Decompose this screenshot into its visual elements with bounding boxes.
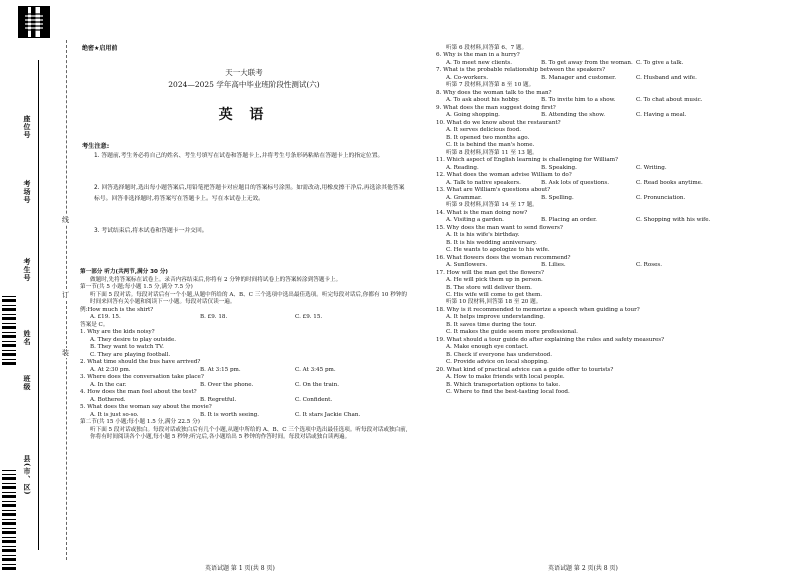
option-text: A. Talk to native speakers.: [446, 179, 521, 186]
option-text: C. Having a meal.: [636, 112, 687, 119]
text-line: 7. What is the probable relationship between the speakers?: [436, 67, 606, 74]
text-line: A. He will pick them up in person.: [446, 277, 543, 284]
answer-options: [436, 112, 736, 119]
text-line: A. It serves delicious food.: [446, 127, 521, 134]
note-item: 1. 答题前,考生务必将自己的姓名、考生号填写在试卷和答题卡上,并将考生号条形码粘贴在答题卡上的指定位置。: [94, 153, 384, 159]
class-label: 班级: [23, 375, 32, 391]
option-text: B. Ask lots of questions.: [541, 179, 610, 186]
answer-options: [436, 217, 736, 224]
option-text: C. Read books anytime.: [636, 179, 703, 186]
text-line: A. It is his wife's birthday.: [446, 232, 520, 239]
text-line: B. They want to watch TV.: [90, 344, 164, 350]
option-text: C. £9. 15.: [295, 314, 323, 320]
text-line: C. They are playing football.: [90, 351, 171, 358]
option-text: A. In the car.: [90, 381, 127, 388]
text-line: 1. Why are the kids noisy?: [80, 329, 155, 335]
text-line: 答案是 C。: [80, 321, 109, 328]
text-line: B. It is his wedding anniversary.: [446, 239, 537, 246]
left-column: [80, 269, 410, 442]
cut-mark-staple: 订: [62, 291, 69, 299]
text-line: 14. What is the man doing now?: [436, 209, 528, 216]
answer-options: [80, 412, 410, 420]
option-text: A. Bothered.: [90, 396, 126, 403]
option-text: A. Grammar.: [446, 194, 482, 201]
option-text: A. £19. 15.: [90, 314, 121, 320]
text-line: 第一节(共 5 小题;每小题 1.5 分,满分 7.5 分): [80, 284, 193, 290]
option-text: B. Over the phone.: [200, 381, 254, 388]
text-line: 听下面 5 段对话。每段对话后有一个小题,从题中所给的 A、B、C 三个选项中选出最佳选项。听完每段对话后,你都有 10 秒钟的时间来回答有关小题和阅读下一小题。每段对话仅读一遍。: [90, 291, 408, 305]
option-text: C. At 3:45 pm.: [295, 366, 336, 373]
exam-title: 2024—2025 学年高中毕业班阶段性测试(六): [168, 80, 320, 89]
text-line: 4. How does the man feel about the test?: [80, 389, 197, 395]
seat-number-label: 座位号: [23, 115, 32, 139]
option-text: A. Going shopping.: [446, 112, 500, 119]
text-line: 听第 7 段材料,回答第 8 至 10 题。: [446, 82, 535, 89]
text-line: 16. What flowers does the woman recommend?: [436, 254, 571, 261]
option-text: C. Shopping with his wife.: [636, 217, 711, 224]
text-line: C. Where to find the best-tasting local food.: [446, 389, 570, 396]
text-line: 8. Why does the woman talk to the man?: [436, 89, 552, 96]
confidential-label: 绝密★启用前: [82, 45, 118, 52]
text-line: 第一部分 听力(共两节,满分 30 分): [80, 269, 168, 275]
option-text: C. To give a talk.: [636, 59, 684, 66]
option-text: A. To meet new clients.: [446, 59, 512, 66]
option-text: B. To invite him to a show.: [541, 97, 616, 104]
answer-options: [436, 262, 736, 269]
page-footer-left: 英语试题 第 1 页(共 8 页): [205, 565, 275, 572]
subject-title: 英 语: [218, 107, 270, 123]
option-text: C. Pronunciation.: [636, 194, 686, 201]
option-text: A. Reading.: [446, 164, 479, 171]
answer-options: [80, 382, 410, 390]
text-line: A. They desire to play outside.: [90, 336, 177, 343]
answer-options: [80, 314, 410, 322]
note-item: 3. 考试结束后,将本试卷和答题卡一并交回。: [94, 228, 208, 234]
cut-line: [66, 40, 67, 560]
text-line: 18. Why is it recommended to memorize a speech when guiding a tour?: [436, 306, 640, 313]
text-line: 17. How will the man get the flowers?: [436, 269, 544, 276]
text-line: 15. Why does the man want to send flowers?: [436, 224, 563, 231]
text-line: A. How to make friends with local people.: [446, 374, 565, 381]
qr-code-icon: [18, 6, 50, 38]
answer-options: [436, 180, 736, 187]
text-line: 听第 10 段材料,回答第 18 至 20 题。: [446, 299, 542, 306]
text-line: C. It makes the guide seem more professional.: [446, 329, 578, 336]
option-text: A. Sunflowers.: [446, 262, 488, 269]
text-line: 6. Why is the man in a hurry?: [436, 52, 520, 59]
text-line: C. It is behind the man's home.: [446, 142, 535, 149]
text-line: C. His wife will come to get them.: [446, 291, 543, 298]
text-line: B. The store will deliver them.: [446, 284, 532, 291]
text-line: 3. Where does the conversation take place?: [80, 374, 204, 380]
text-line: 第二节(共 15 小题;每小题 1.5 分,满分 22.5 分): [80, 419, 200, 425]
option-text: A. Visiting a garden.: [446, 217, 504, 224]
text-line: 11. Which aspect of English learning is challenging for William?: [436, 157, 619, 164]
option-text: C. Roses.: [636, 262, 663, 269]
barcode-icon: [2, 470, 16, 570]
option-text: B. Regretful.: [200, 396, 237, 403]
text-line: B. It saves time during the tour.: [446, 321, 537, 328]
org-title: 天一大联考: [225, 68, 263, 77]
page-footer-right: 英语试题 第 2 页(共 8 页): [548, 565, 618, 572]
text-line: 13. What are William's questions about?: [436, 187, 551, 194]
text-line: 2. What time should the bus have arrived?: [80, 359, 201, 365]
option-text: B. £9. 18.: [200, 314, 228, 320]
option-text: B. At 3:15 pm.: [200, 366, 241, 373]
option-text: B. To get away from the woman.: [541, 59, 633, 66]
answer-options: [80, 367, 410, 375]
text-line: 20. What kind of practical advice can a guide offer to tourists?: [436, 366, 614, 373]
text-line: 9. What does the man suggest doing first?: [436, 104, 556, 111]
cut-mark-line: 线: [62, 216, 69, 224]
text-line: B. Check if everyone has understood.: [446, 351, 553, 358]
text-line: A. It helps improve understanding.: [446, 314, 545, 321]
option-text: C. To chat about music.: [636, 97, 703, 104]
text-line: 听第 8 段材料,回答第 11 至 13 题。: [446, 149, 538, 156]
answer-options: [436, 97, 736, 104]
name-label: 姓名: [23, 330, 32, 346]
option-text: B. Manager and customer.: [541, 74, 616, 81]
text-line: 听下面 5 段对话或独白。每段对话或独白后有几个小题,从题中所给的 A、B、C 三个选项中选出最佳选项。听每段对话或独白前,你将有时间阅读各个小题,每小题 5 秒钟;听完后,各小题给出 5 秒钟的作答时间。每段对话或独白读两遍。: [90, 426, 408, 440]
option-text: C. Husband and wife.: [636, 74, 697, 81]
room-number-label: 考场号: [23, 180, 32, 204]
option-text: B. It is worth seeing.: [200, 411, 260, 418]
option-text: B. Speaking.: [541, 164, 577, 171]
sidebar-line: [38, 60, 39, 550]
text-line: 5. What does the woman say about the movie?: [80, 404, 212, 410]
text-line: 10. What do we know about the restaurant?: [436, 119, 561, 126]
option-text: A. Co-workers.: [446, 74, 488, 81]
text-line: 做题时,先将答案标在试卷上。录音内容结束后,你将有 2 分钟的时间将试卷上的答案转涂到答题卡上。: [90, 276, 342, 283]
text-line: B. It opened two months ago.: [446, 134, 530, 141]
text-line: C. He wants to apologize to his wife.: [446, 247, 550, 254]
text-line: A. Make enough eye contact.: [446, 344, 529, 351]
candidate-number-label: 考生号: [23, 258, 32, 282]
text-line: 19. What should a tour guide do after explaining the rules and safety measures?: [436, 336, 665, 343]
notes-title: 考生注意:: [82, 143, 110, 150]
option-text: C. Confident.: [295, 396, 333, 403]
option-text: B. Attending the show.: [541, 112, 606, 119]
option-text: B. Lilies.: [541, 262, 566, 269]
text-line: 听第 6 段材料,回答第 6、7 题。: [446, 45, 528, 51]
option-text: B. Spelling.: [541, 194, 574, 201]
option-text: A. To ask about his hobby.: [446, 97, 520, 104]
binding-sidebar: [0, 0, 78, 579]
text-line: 12. What does the woman advise William to do?: [436, 172, 572, 179]
option-text: C. On the train.: [295, 381, 339, 388]
option-text: C. It stars Jackie Chan.: [295, 411, 361, 418]
text-line: B. Which transportation options to take.: [446, 381, 561, 388]
barcode-icon: [2, 295, 16, 365]
text-line: 听第 9 段材料,回答第 14 至 17 题。: [446, 202, 538, 209]
note-item: 2. 回答选择题时,选出每小题答案后,用铅笔把答题卡对应题目的答案标号涂黑。如需改动,用橡皮擦干净后,再选涂其他答案标号。回答非选择题时,将答案写在答题卡上。写在本试卷上无效。: [94, 185, 405, 202]
answer-options: [80, 397, 410, 405]
answer-options: [436, 165, 736, 172]
option-text: B. Placing an order.: [541, 217, 597, 224]
option-text: C. Writing.: [636, 164, 667, 171]
option-text: A. At 2:30 pm.: [90, 366, 131, 373]
option-text: A. It is just so-so.: [90, 411, 139, 418]
text-line: 例:How much is the shirt?: [80, 306, 154, 313]
answer-options: [436, 60, 736, 67]
right-column: [436, 45, 736, 397]
cut-mark-bind: 装: [62, 349, 69, 357]
county-label: 县(市、区): [23, 455, 32, 496]
text-line: C. Provide advice on local shopping.: [446, 359, 549, 366]
